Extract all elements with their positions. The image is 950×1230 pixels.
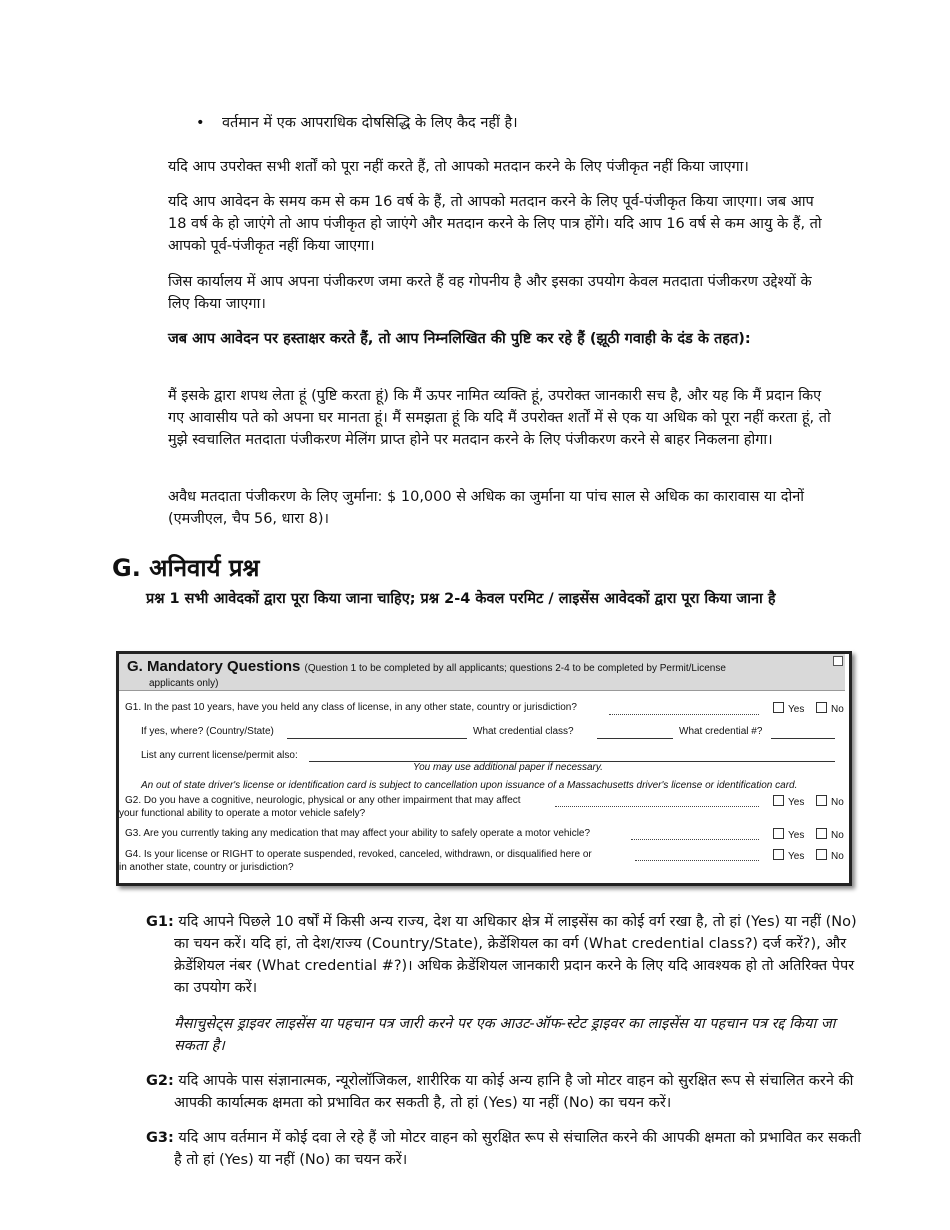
form-g3-yes: Yes — [773, 828, 804, 841]
intro-paragraph-1: यदि आप उपरोक्त सभी शर्तों को पूरा नहीं करते हैं, तो आपको मतदान करने के लिए पंजीकृत नहीं किया जाएगा। — [168, 159, 749, 175]
eligibility-bullet — [196, 112, 518, 134]
bullet-icon: • — [196, 115, 205, 131]
intro-paragraph-4: जब आप आवेदन पर हस्ताक्षर करते हैं, तो आप निम्नलिखित की पुष्टि कर रहे हैं (झूठी गवाही के दंड के तहत): — [168, 331, 751, 347]
form-g4-yes: Yes — [773, 849, 804, 862]
form-g3-question: G3. Are you currently taking any medication that may affect your ability to safely operate a motor vehicle? — [125, 828, 591, 839]
form-g2-no: No — [816, 795, 844, 808]
form-leader-dots — [555, 806, 759, 807]
intro-paragraph-2: यदि आप आवेदन के समय कम से कम 16 वर्ष के हैं, तो आपको मतदान करने के लिए पूर्व-पंजीकृत किया जाएगा। जब आप 18 वर्ष के हो जाएंगे तो आप पंजीकृत हो जाएंगे और मतदान करने के लिए पात्र होंगे। यदि आप 16 वर्ष से कम आयु के हैं, तो आपको पूर्व-पंजीकृत नहीं किया जाएगा। — [168, 194, 822, 254]
answer-g1 — [146, 911, 864, 999]
form-class-line — [597, 738, 673, 739]
answer-g1-note: मैसाचुसेट्स ड्राइवर लाइसेंस या पहचान पत्र जारी करने पर एक आउट-ऑफ-स्टेट ड्राइवर का लाइसेंस या पहचान पत्र रद्द किया जा सकता है। — [174, 1016, 836, 1054]
form-g1-paper-note: You may use additional paper if necessary. — [413, 762, 603, 773]
form-g1-yes: Yes — [773, 702, 804, 715]
answer-g1-text: यदि आपने पिछले 10 वर्षों में किसी अन्य राज्य, देश या अधिकार क्षेत्र में लाइसेंस का कोई वर्ग रखा है, तो हां (Yes) या नहीं (No) का चयन करें। यदि हां, तो देश/राज्य (Country/State), क्रेडेंशियल का वर्ग (What credential class?) दर्ज करें?), और क्रेडेंशियल नंबर (What credential #?)। अधिक क्रेडेंशियल जानकारी प्रदान करने के लिए यदि आवश्यक हो तो अतिरिक्त पेपर का उपयोग करें। — [174, 914, 857, 996]
section-subheading: प्रश्न 1 सभी आवेदकों द्वारा पूरा किया जाना चाहिए; प्रश्न 2-4 केवल परमिट / लाइसेंस आवेदकों द्वारा पूरा किया जाना है — [146, 591, 776, 607]
form-g1-class-label: What credential class? — [473, 726, 574, 737]
corner-box-icon — [833, 656, 843, 666]
form-number-line — [771, 738, 835, 739]
answer-g1-label: G1: — [146, 914, 174, 930]
form-header — [119, 654, 845, 691]
form-g1-list-label: List any current license/permit also: — [141, 750, 298, 761]
form-g3-no: No — [816, 828, 844, 841]
intro-paragraph-3: जिस कार्यालय में आप अपना पंजीकरण जमा करते हैं वह गोपनीय है और इसका उपयोग केवल मतदाता पंजीकरण उद्देश्यों के लिए किया जाएगा। — [168, 274, 812, 312]
form-leader-dots — [635, 860, 759, 861]
form-g2-yes: Yes — [773, 795, 804, 808]
form-g4-question-line2: in another state, country or jurisdiction? — [119, 862, 294, 873]
form-g1-question: G1. In the past 10 years, have you held any class of license, in any other state, country or jurisdiction? — [125, 702, 577, 713]
answer-g2 — [146, 1070, 864, 1114]
form-g1-no: No — [816, 702, 844, 715]
answer-g3-text: यदि आप वर्तमान में कोई दवा ले रहे हैं जो मोटर वाहन को सुरक्षित रूप से संचालित करने की आपकी क्षमता को प्रभावित कर सकती है तो हां (Yes) या नहीं (No) का चयन करें। — [174, 1130, 862, 1168]
answer-g3-label: G3: — [146, 1130, 174, 1146]
form-g4-question-line1: G4. Is your license or RIGHT to operate suspended, revoked, canceled, withdrawn, or disqualified here or — [125, 849, 592, 860]
intro-paragraph-5: मैं इसके द्वारा शपथ लेता हूं (पुष्टि करता हूं) कि मैं ऊपर नामित व्यक्ति हूं, उपरोक्त जानकारी सच है, और यह कि मैं प्रदान किए गए आवासीय पते को अपना घर मानता हूं। मैं समझता हूं कि यदि मैं उपरोक्त शर्तों में से एक या अधिक को पूरा नहीं करता हूं, तो मुझे स्वचालित मतदाता पंजीकरण मेलिंग प्राप्त होने पर मतदान करने के लिए पंजीकरण करने से बाहर निकलना होगा। — [168, 388, 831, 448]
section-heading: G. अनिवार्य प्रश्न — [112, 554, 260, 582]
answer-g2-text: यदि आपके पास संज्ञानात्मक, न्यूरोलॉजिकल, शारीरिक या कोई अन्य हानि है जो मोटर वाहन को सुरक्षित रूप से संचालित करने की आपकी कार्यात्मक क्षमता को प्रभावित कर सकती है, तो हां (Yes) या नहीं (No) का चयन करें। — [174, 1073, 854, 1111]
form-leader-dots — [631, 839, 759, 840]
form-g2-question-line1: G2. Do you have a cognitive, neurologic, physical or any other impairment that may affect — [125, 795, 521, 806]
form-title-continued: applicants only) — [149, 678, 219, 689]
form-leader-dots — [609, 714, 759, 715]
form-country-line — [287, 738, 467, 739]
form-g1-number-label: What credential #? — [679, 726, 763, 737]
form-title: G. Mandatory Questions (Question 1 to be completed by all applicants; questions 2-4 to be completed by Permit/License — [127, 658, 726, 675]
bullet-text: वर्तमान में एक आपराधिक दोषसिद्धि के लिए कैद नहीं है। — [222, 115, 518, 131]
form-g1-country-label: If yes, where? (Country/State) — [141, 726, 274, 737]
mandatory-questions-form-image — [116, 651, 852, 886]
answer-g2-label: G2: — [146, 1073, 174, 1089]
answer-g3 — [146, 1127, 864, 1171]
intro-paragraph-6: अवैध मतदाता पंजीकरण के लिए जुर्माना: $ 10,000 से अधिक का जुर्माना या पांच साल से अधिक का कारावास या दोनों (एमजीएल, चैप 56, धारा 8)। — [168, 489, 805, 527]
form-g2-question-line2: your functional ability to operate a motor vehicle safely? — [119, 808, 366, 819]
form-g4-no: No — [816, 849, 844, 862]
form-g1-cancellation-note: An out of state driver's license or identification card is subject to cancellation upon issuance of a Massachusetts driver's license or identification card. — [141, 780, 798, 791]
